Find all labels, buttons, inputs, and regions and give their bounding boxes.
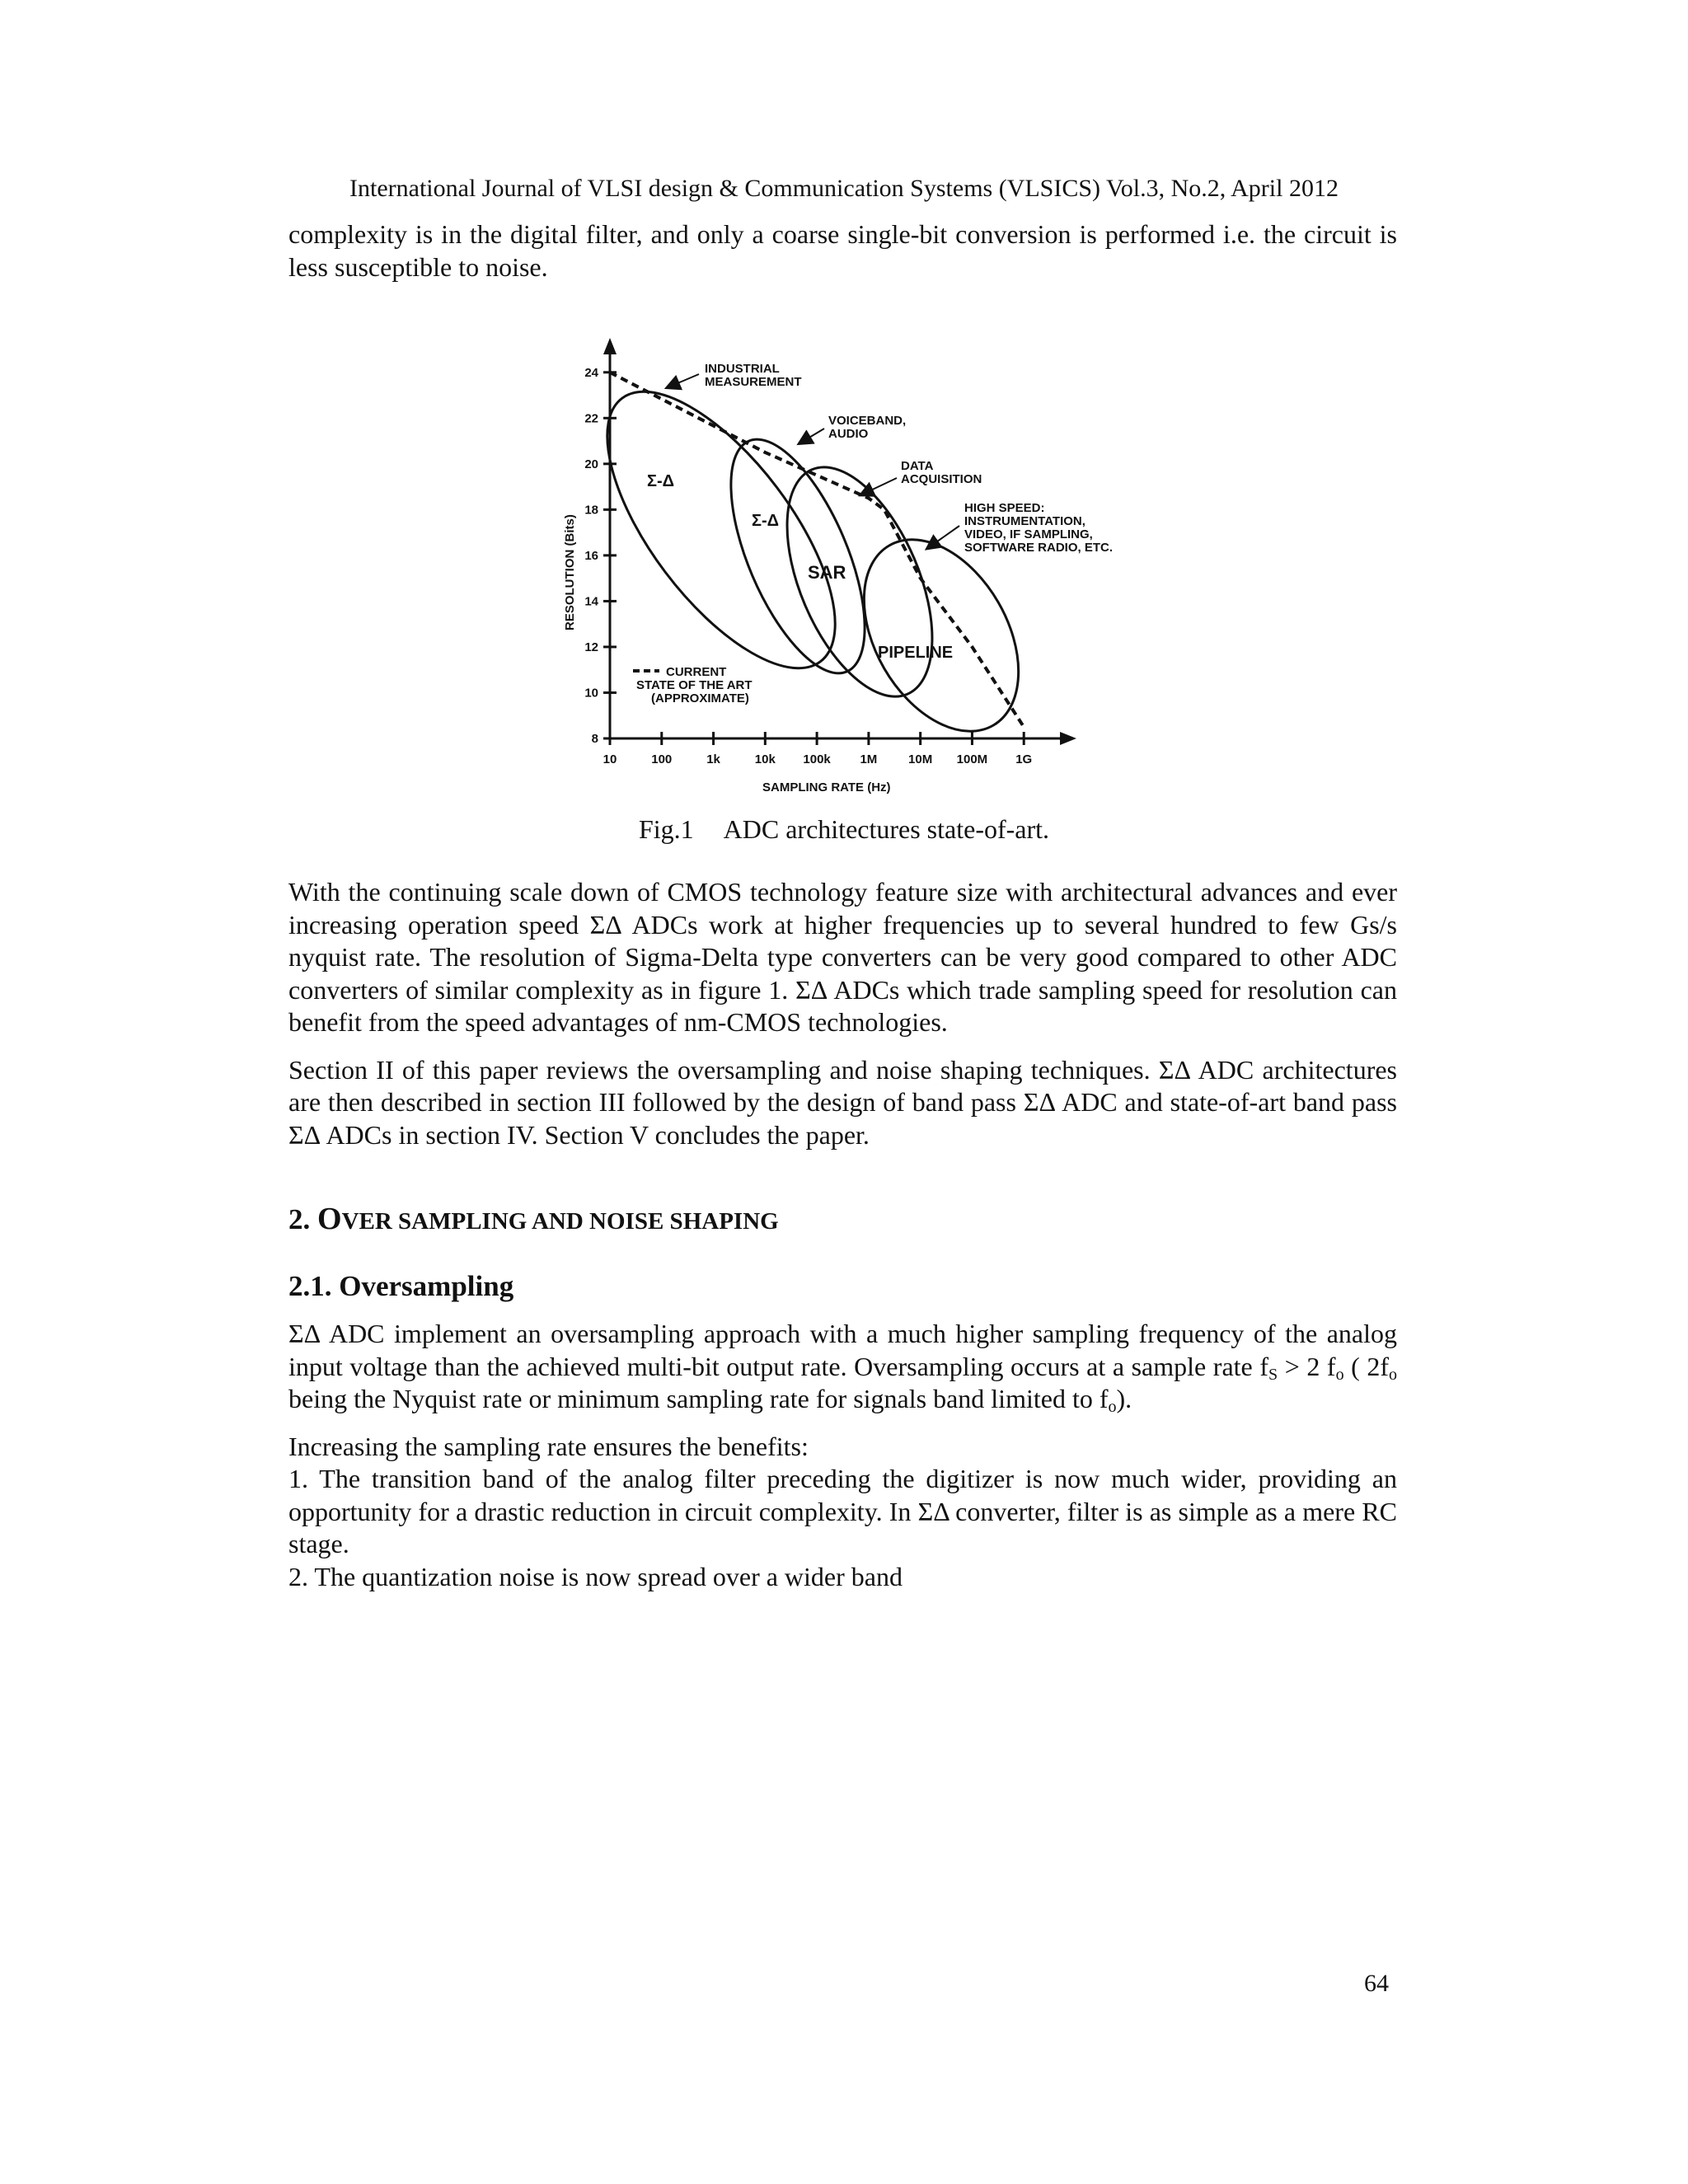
section-2-rest: VER SAMPLING AND NOISE SHAPING: [341, 1208, 779, 1235]
y-tick-label: 16: [584, 548, 598, 563]
annotation-voiceband-2: AUDIO: [828, 427, 869, 441]
adc-chart: [536, 338, 1113, 799]
x-axis-arrowhead: [1060, 732, 1076, 745]
pointer-data-acquisition: [865, 478, 897, 493]
y-tick-label: 20: [584, 457, 598, 471]
pointer-industrial: [672, 374, 699, 386]
region-label-sar: SAR: [808, 562, 846, 583]
x-tick-label: 10: [603, 752, 617, 766]
section-2-number: 2.: [288, 1203, 317, 1235]
legend-line-1: CURRENT: [666, 665, 727, 679]
region-label-sigma-delta-1: Σ-Δ: [647, 472, 675, 490]
annotation-highspeed-3: VIDEO, IF SAMPLING,: [964, 527, 1093, 541]
y-tick-label: 14: [584, 594, 598, 609]
body-paragraphs: [288, 876, 1397, 1151]
x-tick-label: 100k: [803, 752, 831, 766]
y-tick-label: 24: [584, 365, 598, 380]
annotation-industrial-2: MEASUREMENT: [705, 375, 802, 389]
x-tick-label: 100: [651, 752, 673, 766]
benefits-intro: Increasing the sampling rate ensures the benefits:: [288, 1431, 809, 1461]
region-label-pipeline: PIPELINE: [878, 644, 954, 662]
annotation-highspeed-4: SOFTWARE RADIO, ETC.: [964, 541, 1113, 555]
y-tick-label: 12: [584, 640, 598, 654]
y-axis-label: RESOLUTION (Bits): [563, 514, 577, 630]
annotation-highspeed-2: INSTRUMENTATION,: [964, 514, 1085, 528]
annotation-highspeed-1: HIGH SPEED:: [964, 501, 1045, 515]
region-sigma-delta-audio: [703, 422, 892, 691]
oversampling-block: [288, 1318, 1397, 1593]
oversampling-text: ΣΔ ADC implement an oversampling approach with a much higher sampling frequency of the analog input voltage than the achieved multi-bit output rate. Oversampling occurs at a sample rate: [288, 1319, 1397, 1381]
annotation-voiceband-1: VOICEBAND,: [828, 414, 907, 428]
closing-paren: ).: [1116, 1384, 1132, 1413]
x-tick-label: 10k: [754, 752, 776, 766]
y-axis-arrowhead: [603, 338, 617, 354]
annotation-data-1: DATA: [901, 459, 934, 473]
fo-subscript-1: o: [1335, 1365, 1344, 1384]
intro-paragraph-block: [288, 218, 1397, 284]
annotation-data-2: ACQUISITION: [901, 472, 982, 486]
y-tick-label: 22: [584, 411, 598, 426]
x-tick-label: 1G: [1015, 752, 1033, 766]
oversampling-paragraph: [288, 1318, 1397, 1416]
y-tick-label: 8: [591, 732, 598, 746]
x-tick-label: 10M: [908, 752, 933, 766]
caption-text: ADC architectures state-of-art.: [723, 814, 1050, 844]
x-tick-label: 100M: [956, 752, 988, 766]
annotation-industrial-1: INDUSTRIAL: [705, 362, 780, 376]
legend-line-3: (APPROXIMATE): [651, 691, 749, 705]
two-fo-open: ( 2f: [1343, 1351, 1390, 1381]
region-label-sigma-delta-2: Σ-Δ: [752, 512, 780, 530]
fo-subscript-2: o: [1389, 1365, 1398, 1384]
section-2-heading: [288, 1201, 779, 1237]
x-tick-label: 1k: [706, 752, 720, 766]
fs-symbol: f: [1259, 1351, 1268, 1381]
pointer-high-speed: [931, 526, 959, 546]
caption-label: Fig.1: [638, 814, 694, 844]
section-2-1-heading: 2.1. Oversampling: [288, 1270, 514, 1302]
fo-subscript-3: o: [1108, 1398, 1117, 1416]
intro-paragraph: complexity is in the digital filter, and only a coarse single-bit conversion is performed i.e. the circuit is less susceptible to noise.: [288, 219, 1397, 282]
legend-line-2: STATE OF THE ART: [636, 678, 753, 692]
x-axis-label: SAMPLING RATE (Hz): [762, 780, 891, 794]
fs-subscript: S: [1268, 1365, 1278, 1384]
paragraph-cmos-scaling: With the continuing scale down of CMOS technology feature size with architectural advances and ever increasing operation speed ΣΔ ADCs work at higher frequencies up to several hundred to few Gs/s nyquist rate. The resolution of Sigma-Delta type converters can be very good compared to other ADC converters of similar complexity as in figure 1. ΣΔ ADCs which trade sampling speed for resolution can benefit from the speed advantages of nm-CMOS technologies.: [288, 877, 1397, 1037]
gt-two-fo: > 2 f: [1278, 1351, 1336, 1381]
y-tick-label: 18: [584, 503, 598, 518]
benefit-item-1: 1. The transition band of the analog filter preceding the digitizer is now much wider, providing an opportunity for a drastic reduction in circuit complexity. In ΣΔ converter, filter is as simple as a mere RC stage.: [288, 1464, 1397, 1558]
section-2-first-letter: O: [317, 1202, 342, 1236]
running-header: International Journal of VLSI design & Communication Systems (VLSICS) Vol.3, No.2, April 2012: [349, 175, 1339, 202]
paragraph-section-overview: Section II of this paper reviews the oversampling and noise shaping techniques. ΣΔ ADC architectures are then described in section III followed by the design of band pass ΣΔ ADC and state-of-art band pass ΣΔ ADCs in section IV. Section V concludes the paper.: [288, 1054, 1397, 1150]
x-tick-label: 1M: [860, 752, 878, 766]
figure-adc-architectures: [536, 338, 1113, 799]
pointer-voiceband: [804, 429, 824, 441]
benefit-item-2: 2. The quantization noise is now spread over a wider band: [288, 1561, 903, 1591]
figure-caption: [0, 814, 1688, 845]
page-number: 64: [1364, 1970, 1389, 1997]
y-tick-label: 10: [584, 686, 598, 701]
nyquist-text: being the Nyquist rate or minimum sampling rate for signals band limited to f: [288, 1384, 1109, 1413]
